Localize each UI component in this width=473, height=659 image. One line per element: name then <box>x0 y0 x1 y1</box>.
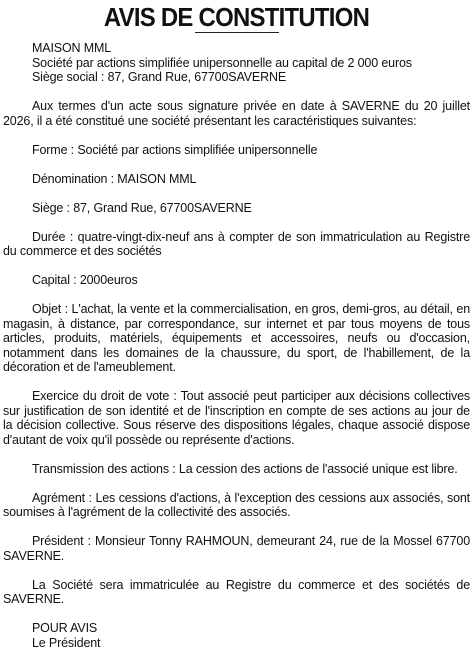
droit-de-vote-paragraph: Exercice du droit de vote : Tout associé peut participer aux décisions collectives sur justification de son identité et de l'inscription en compte de ses actions au jour de la décision collective. Sous réserve des dispositions légales, chaque associé dispose d'autant de voix qu'il possède ou représente d'actions. <box>3 389 470 447</box>
signatory: Le Président <box>32 635 101 650</box>
company-header <box>3 41 470 85</box>
intro-paragraph: Aux termes d'un acte sous signature privée en date à SAVERNE du 20 juillet 2026, il a été constitué une société présentant les caractéristiques suivantes: <box>3 99 470 128</box>
notice-title: AVIS DE CONSTITUTION <box>103 2 370 32</box>
capital-paragraph: Capital : 2000euros <box>32 273 138 287</box>
denomination-paragraph: Dénomination : MAISON MML <box>32 171 197 186</box>
title-underline <box>195 32 279 33</box>
company-name: MAISON MML <box>32 41 112 55</box>
objet-paragraph: Objet : L'achat, la vente et la commercialisation, en gros, demi-gros, au détail, en magasin, à distance, par correspondance, sur internet et par tous moyens de tous articles, produits, matériels, équipements et accessoires, neufs ou d'occasion, notamment dans les domaines de la chaussure, du sport, de l'habillement, de la décoration et de l'ameublement. <box>3 302 470 374</box>
president-paragraph: Président : Monsieur Tonny RAHMOUN, demeurant 24, rue de la Mossel 67700 SAVERNE. <box>3 534 470 563</box>
pour-avis: POUR AVIS <box>32 621 98 635</box>
company-legal-form-capital: Société par actions simplifiée unipersonnelle au capital de 2 000 euros <box>32 55 412 70</box>
duree-paragraph: Durée : quatre-vingt-dix-neuf ans à compter de son immatriculation au Registre du commerce et des sociétés <box>3 229 470 258</box>
siege-paragraph: Siège : 87, Grand Rue, 67700SAVERNE <box>32 200 252 215</box>
agrement-paragraph: Agrément : Les cessions d'actions, à l'exception des cessions aux associés, sont soumises à l'agrément de la collectivité des associés. <box>3 490 470 519</box>
forme-paragraph: Forme : Société par actions simplifiée unipersonnelle <box>32 142 318 157</box>
immatriculation-paragraph: La Société sera immatriculée au Registre du commerce et des sociétés de SAVERNE. <box>3 577 470 606</box>
closing-block <box>3 621 470 650</box>
company-registered-office: Siège social : 87, Grand Rue, 67700SAVERNE <box>32 70 287 84</box>
transmission-paragraph: Transmission des actions : La cession des actions de l'associé unique est libre. <box>32 461 458 476</box>
